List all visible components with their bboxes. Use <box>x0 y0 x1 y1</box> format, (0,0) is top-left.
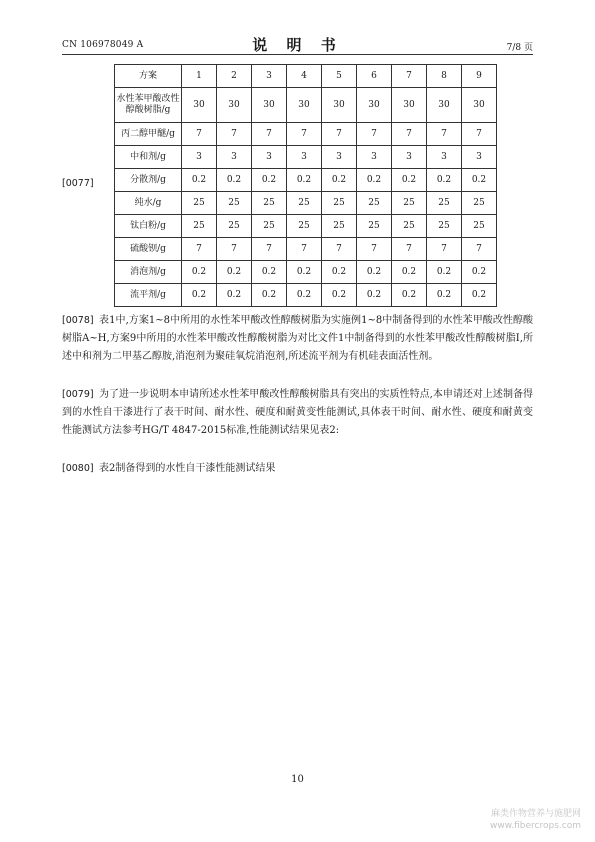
table-row <box>115 284 497 307</box>
table-cell: 7 <box>182 123 217 146</box>
table-cell: 0.2 <box>392 284 427 307</box>
table-cell: 7 <box>252 123 287 146</box>
page-number: 10 <box>291 774 304 785</box>
table-row-label: 硫酸钡/g <box>115 238 182 261</box>
table-cell: 0.2 <box>182 261 217 284</box>
table-cell: 0.2 <box>357 284 392 307</box>
table-cell: 7 <box>392 238 427 261</box>
table-row <box>115 88 497 123</box>
table-cell: 30 <box>392 88 427 123</box>
table-header-cell: 方案 <box>115 65 182 88</box>
watermark-line-2: www.fibercrops.com <box>490 821 581 831</box>
table-cell: 30 <box>322 88 357 123</box>
table-cell: 0.2 <box>462 261 497 284</box>
table-cell: 25 <box>287 192 322 215</box>
table-cell: 7 <box>322 238 357 261</box>
table-cell: 3 <box>182 146 217 169</box>
table-cell: 25 <box>462 192 497 215</box>
table-cell: 30 <box>252 88 287 123</box>
table-cell: 30 <box>462 88 497 123</box>
header-page-indicator: 7/8 页 <box>506 43 533 53</box>
table-cell: 25 <box>357 192 392 215</box>
table-cell: 0.2 <box>217 261 252 284</box>
table-cell: 25 <box>357 215 392 238</box>
table-cell: 0.2 <box>182 169 217 192</box>
table-cell: 3 <box>462 146 497 169</box>
table-header-cell: 6 <box>357 65 392 88</box>
table-cell: 25 <box>217 215 252 238</box>
table-cell: 30 <box>217 88 252 123</box>
table-cell: 30 <box>357 88 392 123</box>
table-cell: 0.2 <box>392 261 427 284</box>
table-cell: 0.2 <box>462 284 497 307</box>
table-cell: 3 <box>357 146 392 169</box>
table-row-label: 丙二醇甲醚/g <box>115 123 182 146</box>
table-cell: 0.2 <box>392 169 427 192</box>
table-cell: 25 <box>287 215 322 238</box>
table-cell: 0.2 <box>252 284 287 307</box>
table-cell: 30 <box>427 88 462 123</box>
table-row-label: 消泡剂/g <box>115 261 182 284</box>
table-row <box>115 238 497 261</box>
table-cell: 7 <box>217 123 252 146</box>
table-row <box>115 146 497 169</box>
table-row-label: 水性苯甲酸改性醇酸树脂/g <box>115 88 182 123</box>
table-cell: 0.2 <box>427 284 462 307</box>
table-cell: 3 <box>252 146 287 169</box>
paragraph-number-0077: [0077] <box>62 178 94 189</box>
table-cell: 3 <box>322 146 357 169</box>
table-row <box>115 169 497 192</box>
table-cell: 25 <box>427 215 462 238</box>
table-cell: 0.2 <box>252 261 287 284</box>
table-cell: 7 <box>357 238 392 261</box>
table-cell: 0.2 <box>357 169 392 192</box>
table-cell: 7 <box>217 238 252 261</box>
table-cell: 0.2 <box>217 169 252 192</box>
formulation-table <box>114 64 497 307</box>
table-cell: 7 <box>427 238 462 261</box>
table-header-cell: 7 <box>392 65 427 88</box>
table-cell: 0.2 <box>252 169 287 192</box>
table-cell: 3 <box>392 146 427 169</box>
table-header-cell: 2 <box>217 65 252 88</box>
table-row-label: 流平剂/g <box>115 284 182 307</box>
table-cell: 0.2 <box>427 169 462 192</box>
table-row-label: 钛白粉/g <box>115 215 182 238</box>
table-cell: 25 <box>392 215 427 238</box>
header-divider <box>62 54 533 55</box>
watermark-line-1: 麻类作物营养与施肥网 <box>490 809 581 819</box>
paragraph-number-0078: [0078] <box>62 315 94 326</box>
table-cell: 25 <box>252 215 287 238</box>
table-cell: 0.2 <box>217 284 252 307</box>
header-patent-number: CN 106978049 A <box>62 40 144 50</box>
paragraph-0078 <box>62 312 533 366</box>
table-cell: 7 <box>287 123 322 146</box>
table-cell: 0.2 <box>287 284 322 307</box>
table-cell: 25 <box>462 215 497 238</box>
table-cell: 25 <box>182 215 217 238</box>
paragraph-text-0078: 表1中,方案1~8中所用的水性苯甲酸改性醇酸树脂为实施例1~8中制备得到的水性苯甲酸改性醇酸树脂A~H,方案9中所用的水性苯甲酸改性醇酸树脂为对比文件1中制备得到的水性苯甲酸改性醇酸树脂I,所述中和剂为二甲基乙醇胺,消泡剂为聚硅氧烷消泡剂,所述流平剂为有机硅表面活性剂。 <box>62 315 533 362</box>
table-row-label: 分散剂/g <box>115 169 182 192</box>
table-cell: 0.2 <box>322 169 357 192</box>
table-cell: 0.2 <box>322 261 357 284</box>
site-watermark <box>490 808 581 832</box>
table-cell: 7 <box>357 123 392 146</box>
table-cell: 0.2 <box>322 284 357 307</box>
table-header-cell: 4 <box>287 65 322 88</box>
table-cell: 30 <box>287 88 322 123</box>
table-row <box>115 261 497 284</box>
paragraph-number-0080: [0080] <box>62 463 94 474</box>
table-cell: 30 <box>182 88 217 123</box>
table-cell: 0.2 <box>462 169 497 192</box>
paragraph-0080 <box>62 460 533 478</box>
paragraph-text-0079: 为了进一步说明本申请所述水性苯甲酸改性醇酸树脂具有突出的实质性特点,本申请还对上述制备得到的水性自干漆进行了表干时间、耐水性、硬度和耐黄变性能测试,具体表干时间、耐水性、硬度和耐黄变性能测试方法参考HG/T 4847-2015标准,性能测试结果见表2: <box>62 389 533 436</box>
table-cell: 25 <box>322 192 357 215</box>
table-cell: 7 <box>462 238 497 261</box>
table-cell: 7 <box>287 238 322 261</box>
table-cell: 7 <box>427 123 462 146</box>
table-header-cell: 3 <box>252 65 287 88</box>
table-cell: 7 <box>322 123 357 146</box>
table-cell: 7 <box>462 123 497 146</box>
table-header-cell: 1 <box>182 65 217 88</box>
table-cell: 25 <box>392 192 427 215</box>
table-cell: 7 <box>182 238 217 261</box>
table-cell: 0.2 <box>287 169 322 192</box>
table-cell: 25 <box>322 215 357 238</box>
header-title: 说 明 书 <box>252 36 343 54</box>
table-row-label: 纯水/g <box>115 192 182 215</box>
table-cell: 0.2 <box>427 261 462 284</box>
paragraph-number-0079: [0079] <box>62 389 94 400</box>
table-cell: 25 <box>182 192 217 215</box>
table-cell: 3 <box>427 146 462 169</box>
paragraph-0079 <box>62 386 533 440</box>
table-2-caption: 表2制备得到的水性自干漆性能测试结果 <box>99 463 276 474</box>
table-header-cell: 5 <box>322 65 357 88</box>
table-cell: 0.2 <box>287 261 322 284</box>
table-row <box>115 215 497 238</box>
formulation-table-wrapper <box>114 64 497 307</box>
table-header-row <box>115 65 497 88</box>
table-row <box>115 192 497 215</box>
table-cell: 25 <box>252 192 287 215</box>
table-cell: 0.2 <box>182 284 217 307</box>
table-row <box>115 123 497 146</box>
table-header-cell: 8 <box>427 65 462 88</box>
table-cell: 0.2 <box>357 261 392 284</box>
table-cell: 3 <box>287 146 322 169</box>
table-cell: 7 <box>252 238 287 261</box>
table-header-cell: 9 <box>462 65 497 88</box>
table-cell: 25 <box>217 192 252 215</box>
table-cell: 3 <box>217 146 252 169</box>
table-row-label: 中和剂/g <box>115 146 182 169</box>
table-cell: 25 <box>427 192 462 215</box>
table-cell: 7 <box>392 123 427 146</box>
